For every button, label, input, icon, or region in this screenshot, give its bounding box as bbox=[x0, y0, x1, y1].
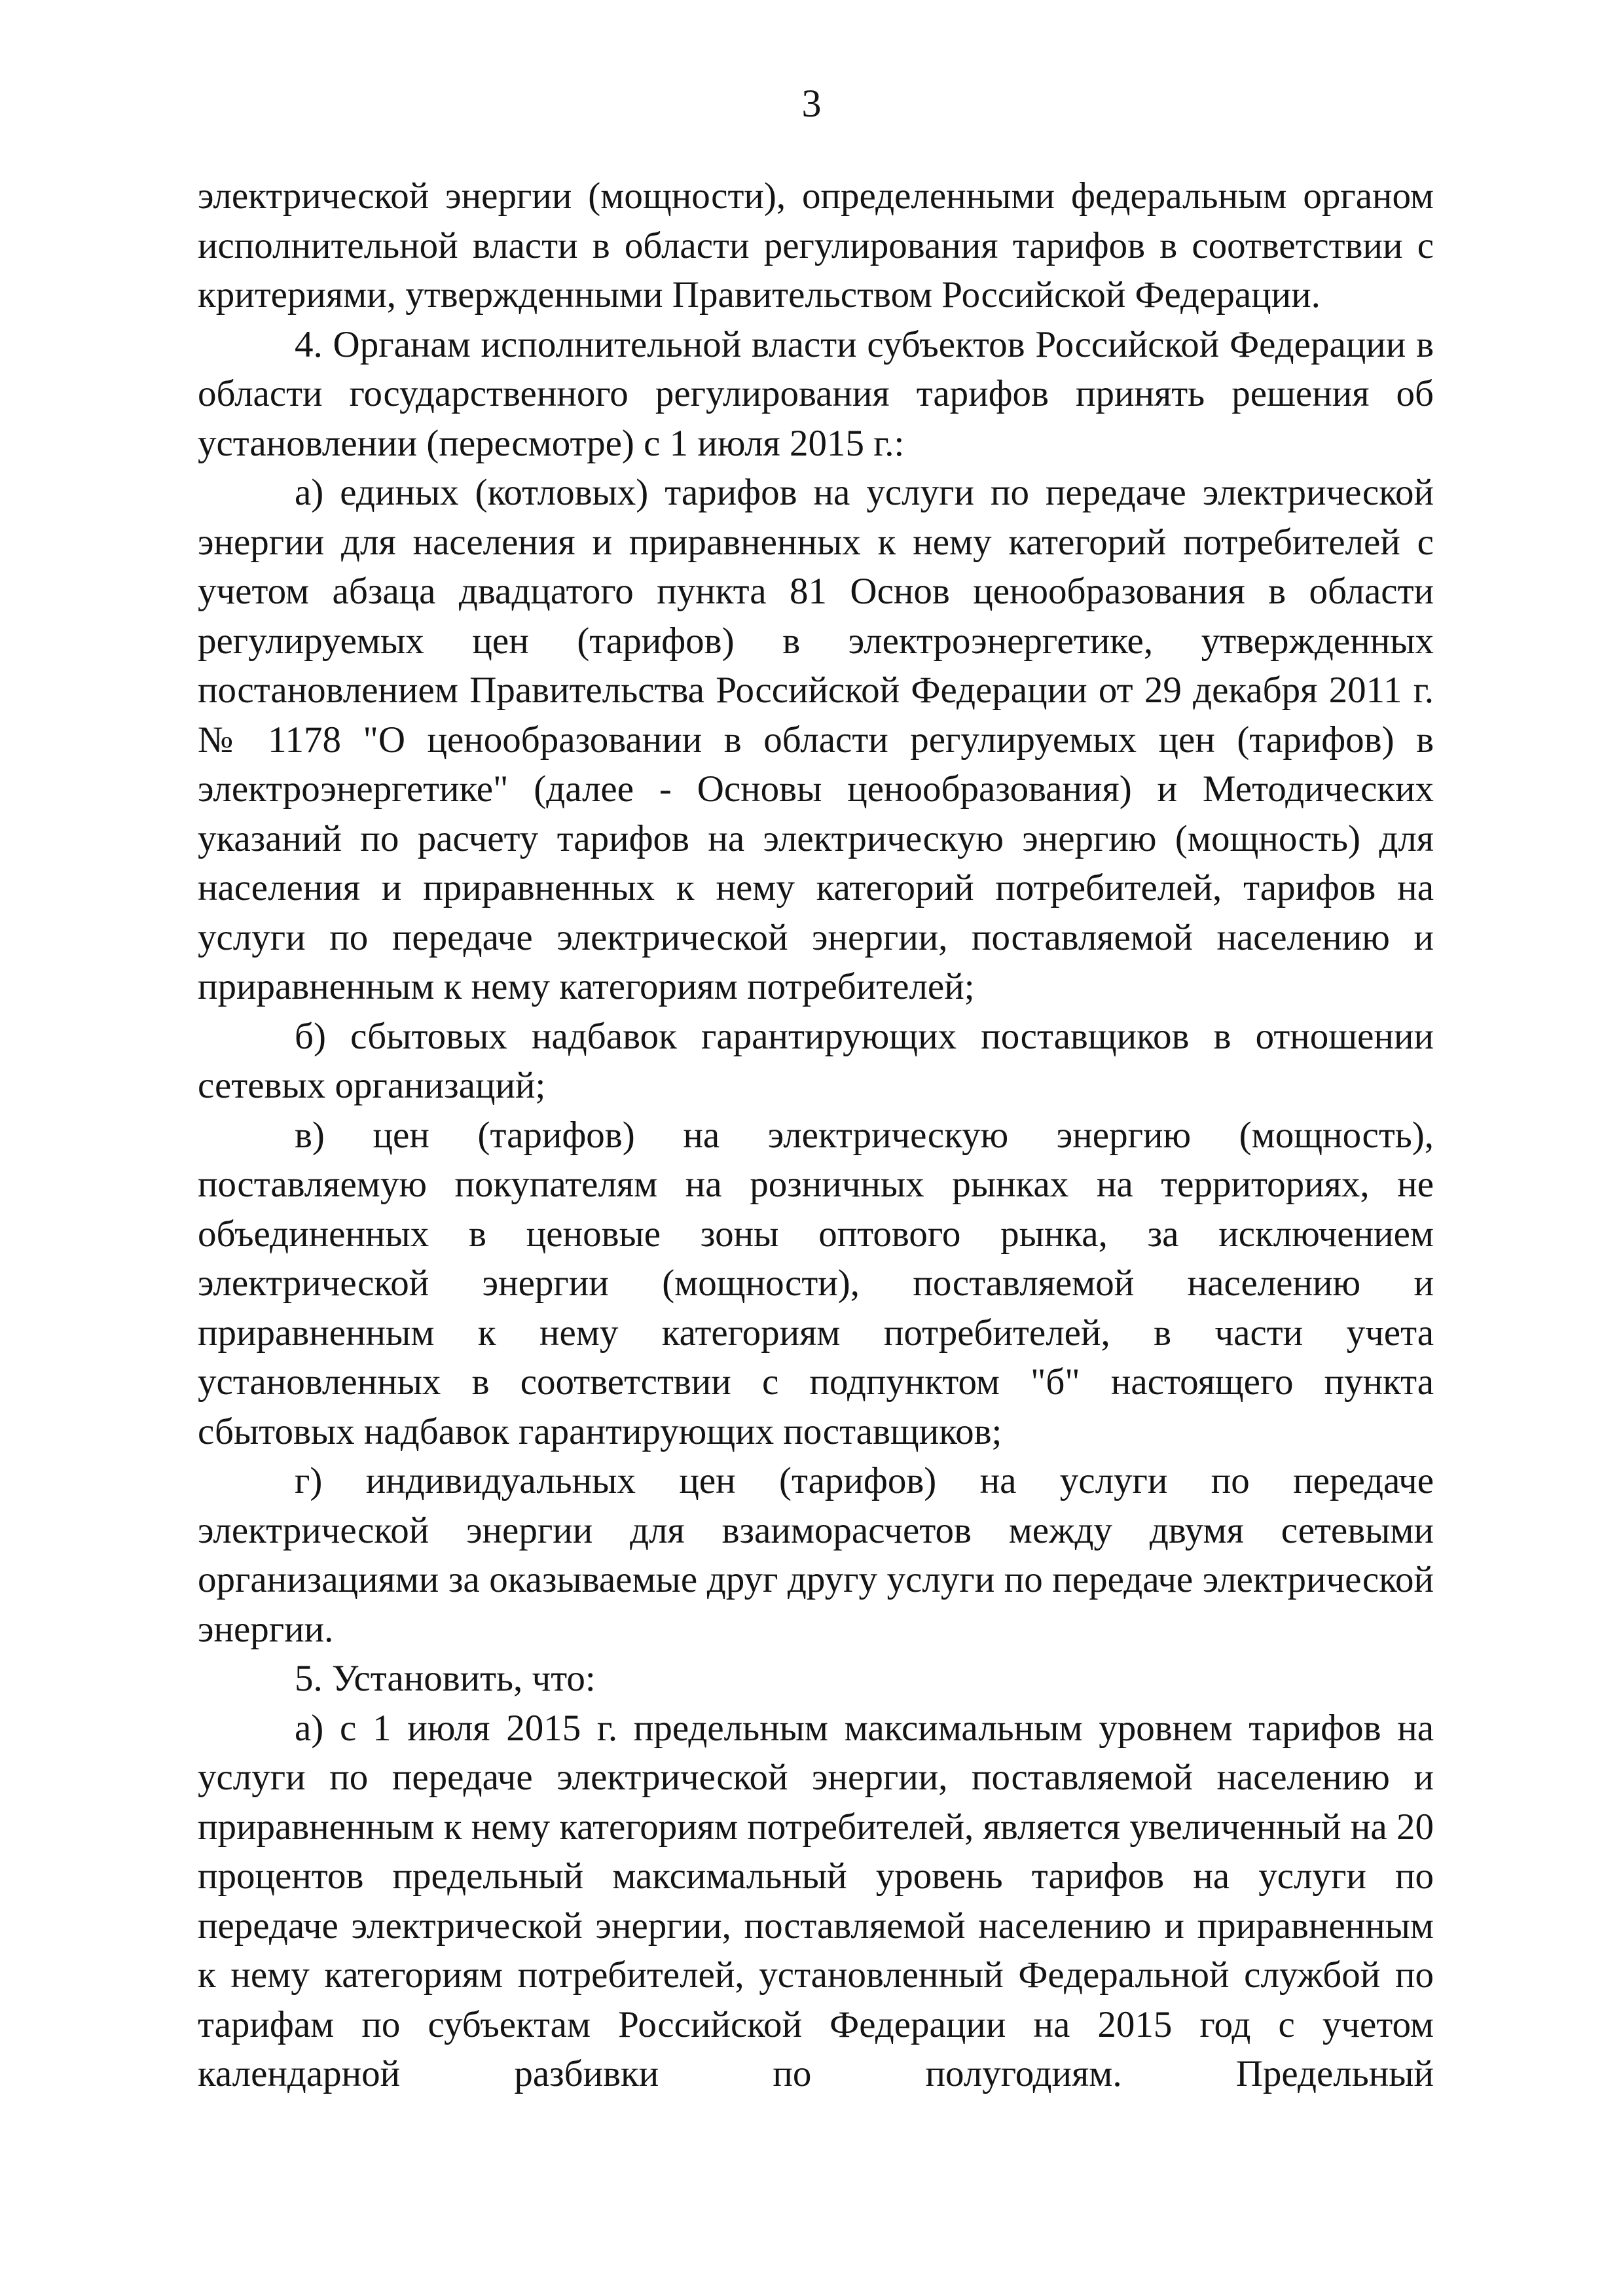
paragraph-item-4g: г) индивидуальных цен (тарифов) на услуги по передаче электрической энергии для взаиморасчетов между двумя сетевыми организациями за оказываемые друг другу услуги по передаче электрической энергии. bbox=[198, 1460, 1434, 1650]
paragraph-item-5a: а) с 1 июля 2015 г. предельным максимальным уровнем тарифов на услуги по передаче электрической энергии, поставляемой населению и приравненным к нему категориям потребителей, является увеличенный на 20 процентов предельный максимальный уровень тарифов на услуги по передаче электрической энергии, поставляемой населению и приравненным к нему категориям потребителей, установленный Федеральной службой по тарифам по субъектам Российской Федерации на 2015 год с учетом календарной разбивки по полугодиям. Предельный bbox=[198, 1707, 1434, 2094]
paragraph-item-4a: а) единых (котловых) тарифов на услуги по передаче электрической энергии для населения и приравненных к нему категорий потребителей с учетом абзаца двадцатого пункта 81 Основ ценообразования в области регулируемых цен (тарифов) в электроэнергетике, утвержденных постановлением Правительства Российской Федерации от 29 декабря 2011 г. № 1178 "О ценообразовании в области регулируемых цен (тарифов) в электроэнергетике" (далее - Основы ценообразования) и Методических указаний по расчету тарифов на электрическую энергию (мощность) для населения и приравненных к нему категорий потребителей, тарифов на услуги по передаче электрической энергии, поставляемой населению и приравненным к нему категориям потребителей; bbox=[198, 472, 1434, 1007]
paragraph-continuation: электрической энергии (мощности), определенными федеральным органом исполнительной власти в области регулирования тарифов в соответствии с критериями, утвержденными Правительством Российской Федерации. bbox=[198, 175, 1434, 315]
paragraph-item-5: 5. Установить, что: bbox=[295, 1658, 596, 1699]
paragraph-item-4b: б) сбытовых надбавок гарантирующих поставщиков в отношении сетевых организаций; bbox=[198, 1015, 1434, 1106]
paragraph-item-4v: в) цен (тарифов) на электрическую энергию (мощность), поставляемую покупателям на розничных рынках на территориях, не объединенных в ценовые зоны оптового рынка, за исключением электрической энергии (мощности), поставляемой населению и приравненным к нему категориям потребителей, в части учета установленных в соответствии с подпунктом "б" настоящего пункта сбытовых надбавок гарантирующих поставщиков; bbox=[198, 1114, 1434, 1452]
page-number: 3 bbox=[801, 82, 822, 125]
paragraph-item-4: 4. Органам исполнительной власти субъектов Российской Федерации в области государственного регулирования тарифов принять решения об установлении (пересмотре) с 1 июля 2015 г.: bbox=[198, 323, 1434, 464]
document-body bbox=[198, 171, 1434, 2099]
